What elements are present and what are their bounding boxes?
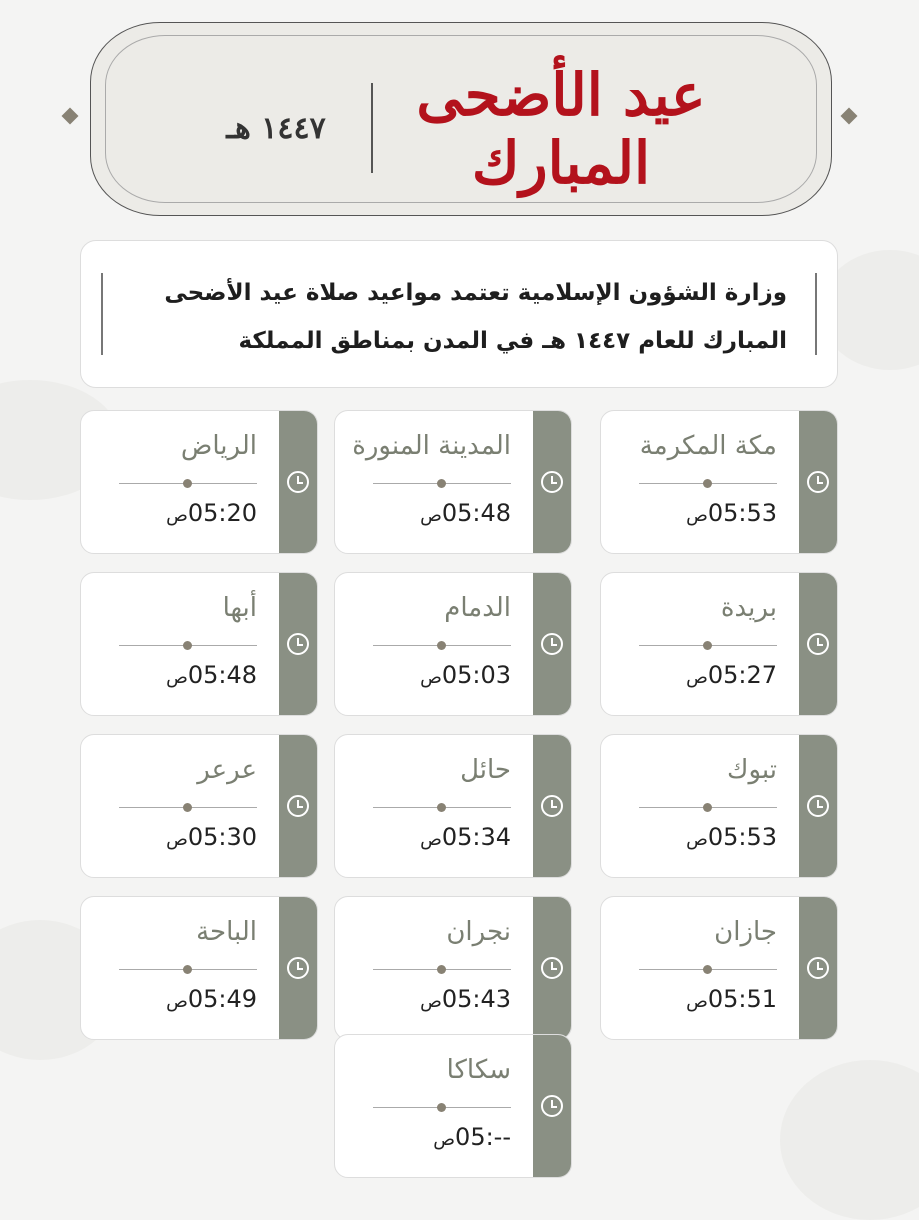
divider-dot	[183, 641, 192, 650]
time-value: 05:48	[441, 499, 511, 527]
time-suffix: ص	[686, 505, 708, 526]
city-card	[80, 410, 318, 554]
city-card	[80, 734, 318, 878]
prayer-time	[627, 499, 777, 527]
clock-icon	[541, 795, 563, 817]
clock-icon	[807, 795, 829, 817]
divider-dot	[437, 965, 446, 974]
time-suffix: ص	[420, 505, 442, 526]
right-ornament-icon	[841, 108, 858, 125]
intro-line-1: وزارة الشؤون الإسلامية تعتمد مواعيد صلاة عيد الأضحى	[164, 280, 787, 306]
time-value: 05:51	[707, 985, 777, 1013]
page-title: عيد الأضحى المبارك	[416, 61, 706, 197]
divider-dot	[703, 479, 712, 488]
intro-accent-bar	[815, 273, 817, 355]
header-banner	[90, 22, 832, 216]
prayer-time	[107, 985, 257, 1013]
clock-icon	[807, 471, 829, 493]
city-name: بريدة	[720, 593, 777, 623]
divider-dot	[703, 641, 712, 650]
city-card	[600, 572, 838, 716]
card-tab	[799, 897, 837, 1039]
prayer-time	[361, 823, 511, 851]
time-suffix: ص	[166, 667, 188, 688]
card-tab	[279, 735, 317, 877]
hijri-year: ١٤٤٧ هـ	[226, 111, 326, 146]
divider-dot	[437, 641, 446, 650]
background-shape	[780, 1060, 919, 1220]
time-value: 05:30	[187, 823, 257, 851]
city-card	[334, 1034, 572, 1178]
prayer-time	[361, 1123, 511, 1151]
card-tab	[799, 735, 837, 877]
city-card	[334, 734, 572, 878]
city-card	[600, 734, 838, 878]
city-name: الدمام	[444, 593, 511, 623]
time-suffix: ص	[686, 667, 708, 688]
time-value: 05:53	[707, 823, 777, 851]
city-card	[600, 896, 838, 1040]
prayer-time	[627, 823, 777, 851]
prayer-time	[627, 661, 777, 689]
city-name: جازان	[714, 917, 777, 947]
intro-text	[127, 269, 787, 365]
divider-dot	[437, 479, 446, 488]
card-tab	[533, 1035, 571, 1177]
time-suffix: ص	[420, 991, 442, 1012]
clock-icon	[287, 633, 309, 655]
time-value: 05:49	[187, 985, 257, 1013]
city-name: تبوك	[727, 755, 777, 785]
prayer-time	[361, 661, 511, 689]
city-name: عرعر	[197, 755, 257, 785]
card-tab	[279, 897, 317, 1039]
time-value: 05:34	[441, 823, 511, 851]
time-value: 05:20	[187, 499, 257, 527]
time-suffix: ص	[166, 991, 188, 1012]
clock-icon	[541, 471, 563, 493]
time-value: 05:--	[455, 1123, 511, 1151]
intro-line-2: المبارك للعام ١٤٤٧ هـ في المدن بمناطق المملكة	[238, 328, 787, 354]
city-card	[80, 572, 318, 716]
prayer-time	[107, 661, 257, 689]
divider-dot	[437, 1103, 446, 1112]
card-tab	[533, 411, 571, 553]
city-name: مكة المكرمة	[639, 431, 777, 461]
prayer-time	[361, 985, 511, 1013]
clock-icon	[541, 957, 563, 979]
intro-card	[80, 240, 838, 388]
card-tab	[533, 735, 571, 877]
city-name: الباحة	[196, 917, 257, 947]
clock-icon	[541, 1095, 563, 1117]
divider-dot	[183, 965, 192, 974]
city-name: نجران	[446, 917, 511, 947]
time-value: 05:43	[441, 985, 511, 1013]
divider-dot	[703, 803, 712, 812]
card-tab	[533, 897, 571, 1039]
time-value: 05:53	[707, 499, 777, 527]
divider-dot	[183, 479, 192, 488]
divider-dot	[437, 803, 446, 812]
card-tab	[279, 411, 317, 553]
time-suffix: ص	[433, 1129, 456, 1150]
city-name: سكاكا	[446, 1055, 511, 1085]
city-name: حائل	[460, 755, 511, 785]
intro-accent-bar	[101, 273, 103, 355]
city-name: أبها	[222, 593, 257, 623]
time-value: 05:03	[441, 661, 511, 689]
city-card	[80, 896, 318, 1040]
clock-icon	[287, 795, 309, 817]
prayer-time	[107, 823, 257, 851]
clock-icon	[287, 471, 309, 493]
left-ornament-icon	[62, 108, 79, 125]
prayer-time	[627, 985, 777, 1013]
divider-dot	[183, 803, 192, 812]
time-suffix: ص	[166, 505, 188, 526]
clock-icon	[807, 957, 829, 979]
time-suffix: ص	[420, 829, 442, 850]
clock-icon	[287, 957, 309, 979]
card-tab	[799, 573, 837, 715]
banner-divider	[371, 83, 373, 173]
card-tab	[533, 573, 571, 715]
time-suffix: ص	[686, 829, 708, 850]
city-card	[334, 572, 572, 716]
city-card	[334, 410, 572, 554]
city-name: المدينة المنورة	[352, 431, 511, 461]
card-tab	[279, 573, 317, 715]
prayer-time	[361, 499, 511, 527]
time-suffix: ص	[420, 667, 442, 688]
time-value: 05:27	[707, 661, 777, 689]
clock-icon	[541, 633, 563, 655]
clock-icon	[807, 633, 829, 655]
divider-dot	[703, 965, 712, 974]
city-name: الرياض	[180, 431, 257, 461]
card-tab	[799, 411, 837, 553]
prayer-time	[107, 499, 257, 527]
time-suffix: ص	[686, 991, 708, 1012]
city-card	[334, 896, 572, 1040]
city-card	[600, 410, 838, 554]
time-value: 05:48	[187, 661, 257, 689]
time-suffix: ص	[166, 829, 188, 850]
